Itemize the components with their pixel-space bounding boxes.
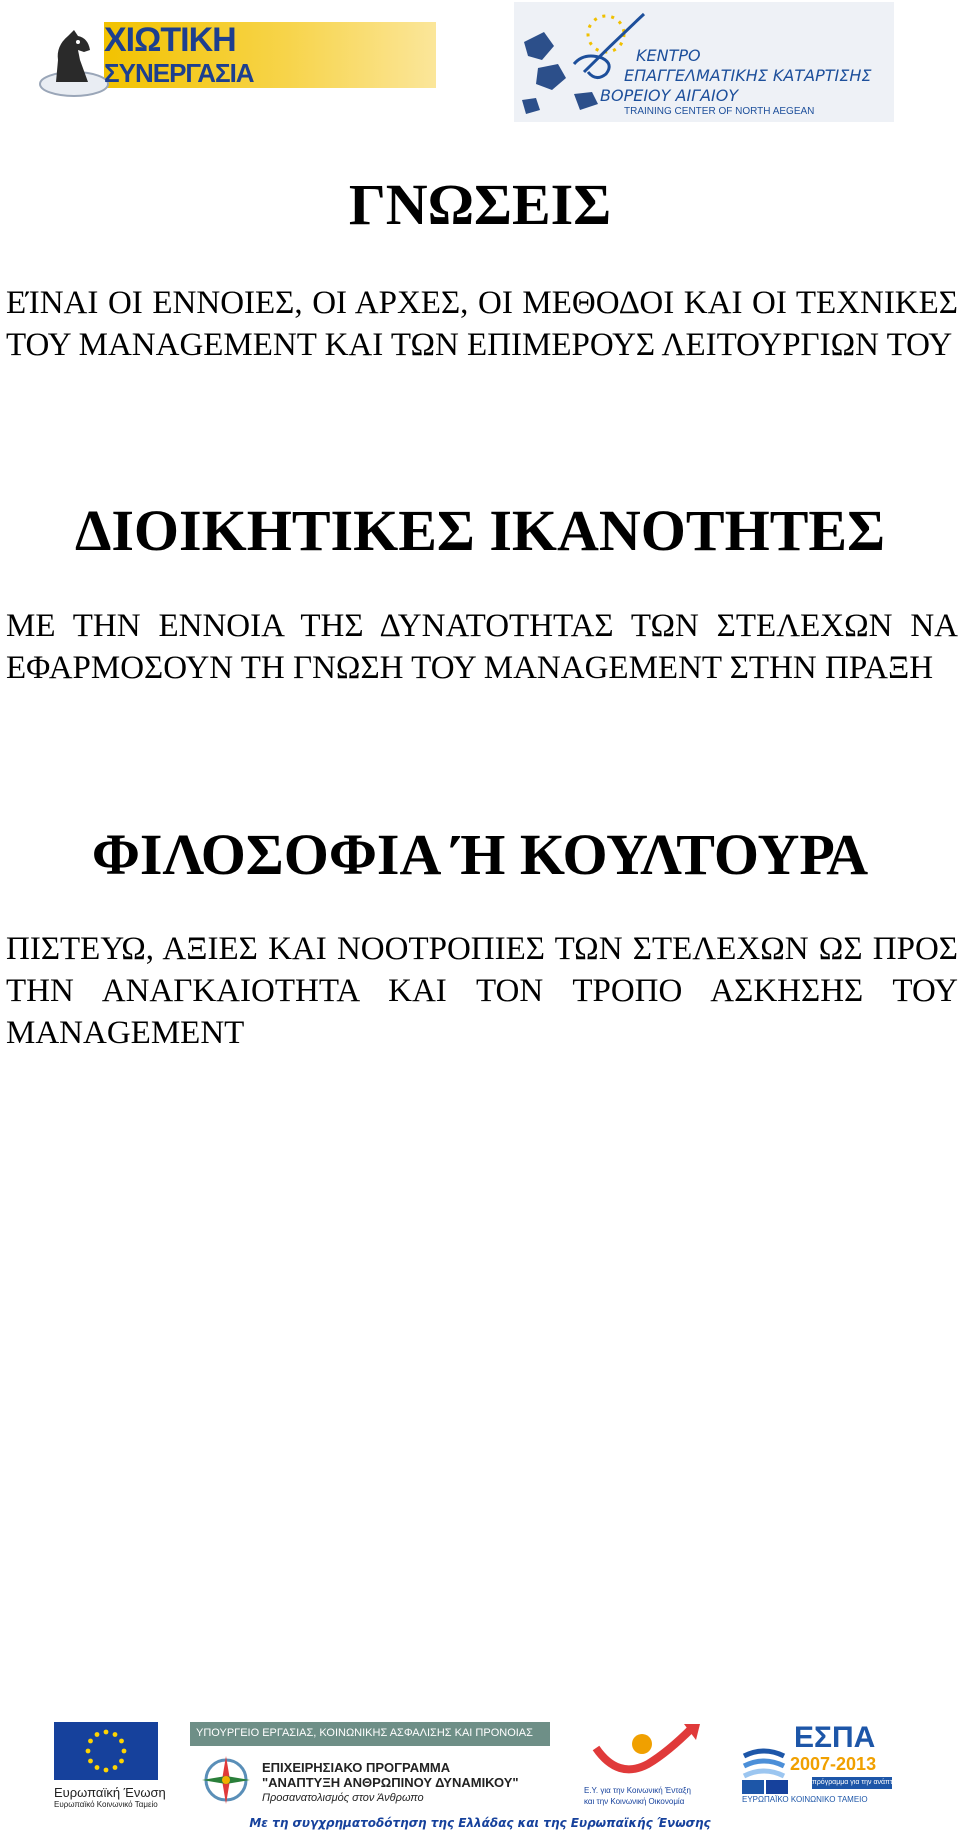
logo-right-line1: ΚΕΝΤΡΟ [636, 46, 701, 65]
logo-kek-north-aegean [514, 2, 894, 122]
section-text-philosophy: ΠΙΣΤΕΥΩ, ΑΞΙΕΣ ΚΑΙ ΝΟΟΤΡΟΠΙΕΣ ΤΩΝ ΣΤΕΛΕΧΩΝ ΩΣ ΠΡΟΣ ΤΗΝ ΑΝΑΓΚΑΙΟΤΗΤΑ ΚΑΙ ΤΟΝ ΤΡΟΠΟ ΑΣΚΗΣΗΣ ΤΟΥ MANAGEMENT [6, 931, 958, 1051]
social-inclusion-icon [588, 1720, 704, 1784]
section-text-management-skills: ΜΕ ΤΗΝ ΕΝΝΟΙΑ ΤΗΣ ΔΥΝΑΤΟΤΗΤΑΣ ΤΩΝ ΣΤΕΛΕΧΩΝ ΝΑ ΕΦΑΡΜΟΣΟΥΝ ΤΗ ΓΝΩΣΗ ΤΟΥ MANAGEMENT ΣΤΗΝ ΠΡΑΞΗ [6, 608, 958, 686]
espa-title: ΕΣΠΑ [794, 1721, 876, 1754]
program-line3: Προσανατολισμός στον Άνθρωπο [262, 1792, 424, 1804]
ek-line1: Ε.Υ. για την Κοινωνική Ένταξη [584, 1786, 691, 1795]
section-text-knowledge: ΕΊΝΑΙ ΟΙ ΕΝΝΟΙΕΣ, ΟΙ ΑΡΧΕΣ, ΟΙ ΜΕΘΟΔΟΙ ΚΑΙ ΟΙ ΤΕΧΝΙΚΕΣ ΤΟΥ MANAGEMENT ΚΑΙ ΤΩΝ ΕΠΙΜΕΡΟΥΣ ΛΕΙΤΟΥΡΓΙΩΝ ΤΟΥ [6, 285, 958, 363]
espa-years: 2007-2013 [790, 1754, 877, 1774]
ek-line2: και την Κοινωνική Οικονομία [584, 1797, 685, 1806]
ministry-text: ΥΠΟΥΡΓΕΙΟ ΕΡΓΑΣΙΑΣ, ΚΟΙΝΩΝΙΚΗΣ ΑΣΦΑΛΙΣΗΣ ΚΑΙ ΠΡΟΝΟΙΑΣ [196, 1727, 533, 1739]
section-title-management-skills: ΔΙΟΙΚΗΤΙΚΕΣ ΙΚΑΝΟΤΗΤΕΣ [75, 498, 885, 563]
compass-rose-icon [198, 1752, 254, 1808]
cofunding-statement: Με τη συγχρηματοδότηση της Ελλάδας και της Ευρωπαϊκής Ένωσης [249, 1816, 711, 1830]
espa-program: πρόγραμμα για την ανάπτυξη [812, 1777, 892, 1789]
eu-flag-icon [54, 1722, 158, 1780]
chess-knight-icon [34, 20, 114, 100]
eu-caption: Ευρωπαϊκή Ένωση [54, 1785, 166, 1800]
logo-left-line2: ΣΥΝΕΡΓΑΣΙΑ [104, 58, 254, 88]
espa-fund: ΕΥΡΩΠΑΪΚΟ ΚΟΙΝΩΝΙΚΟ ΤΑΜΕΙΟ [742, 1795, 868, 1804]
program-line2: "ΑΝΑΠΤΥΞΗ ΑΝΘΡΩΠΙΝΟΥ ΔΥΝΑΜΙΚΟΥ" [262, 1775, 519, 1790]
section-title-philosophy: ΦΙΛΟΣΟΦΙΑ Ή ΚΟΥΛΤΟΥΡΑ [91, 822, 869, 887]
program-line1: ΕΠΙΧΕΙΡΗΣΙΑΚΟ ΠΡΟΓΡΑΜΜΑ [262, 1760, 451, 1775]
logo-right-line3: ΒΟΡΕΙΟΥ ΑΙΓΑΙΟΥ [600, 86, 739, 105]
logo-xiotiki-synergasia [34, 20, 436, 100]
logo-right-line4: TRAINING CENTER OF NORTH AEGEAN [624, 106, 815, 117]
logo-right-line2: ΕΠΑΓΓΕΛΜΑΤΙΚΗΣ ΚΑΤΑΡΤΙΣΗΣ [624, 66, 872, 85]
section-title-knowledge: ΓΝΩΣΕΙΣ [348, 172, 612, 237]
logo-left-line1: ΧΙΩΤΙΚΗ [104, 21, 236, 59]
eu-subcaption: Ευρωπαϊκό Κοινωνικό Ταμείο [54, 1800, 158, 1809]
